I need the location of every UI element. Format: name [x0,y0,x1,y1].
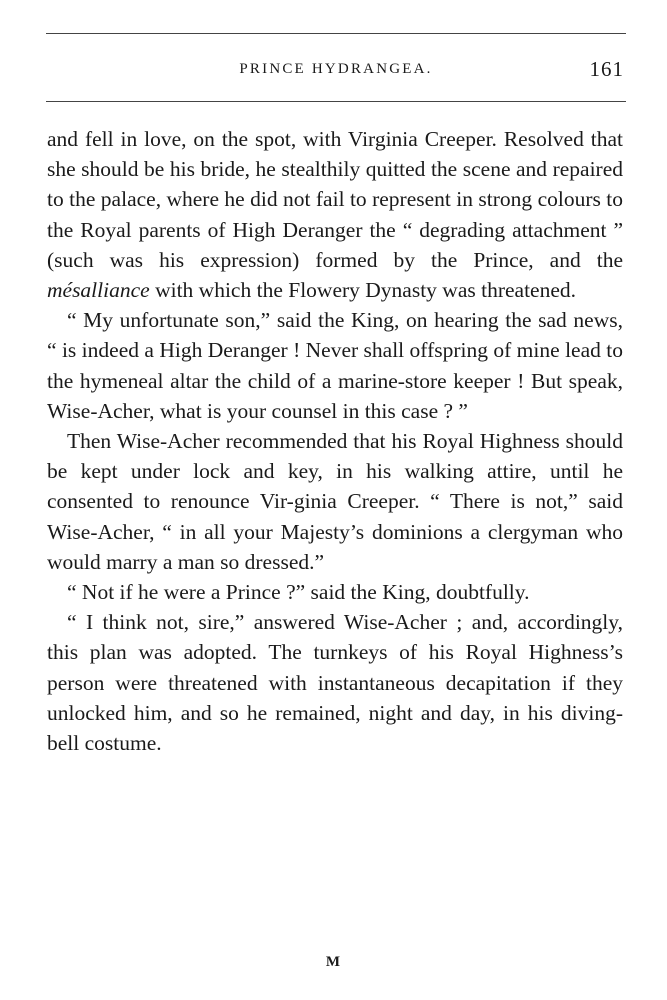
header-bottom-rule [46,101,626,102]
paragraph-4: “ Not if he were a Prince ?” said the King, doubtfully. [67,580,530,605]
body-text [47,124,623,758]
paragraph-2: “ My unfortunate son,” said the King, on hearing the sad news, “ is indeed a High Deranger ! Never shall offspring of mine lead to the hymeneal altar the child of a marine-store keeper ! But speak, Wise-Acher, what is your counsel in this case ? ” [47,308,623,423]
page-header [46,54,626,84]
paragraph-1-after: with which the Flowery Dynasty was threatened. [149,278,577,303]
paragraph-1-before: and fell in love, on the spot, with Virginia Creeper. Resolved that she should be his bride, he stealthily quitted the scene and repaired to the palace, where he did not fail to represent in strong colours to the Royal parents of High Deranger the “ degrading attachment ” (such was his expression) formed by the Prince, and the [47,127,623,272]
running-head: PRINCE HYDRANGEA. [239,61,433,77]
page-number: 161 [589,57,624,81]
header-top-rule [46,33,626,34]
paragraph-5: “ I think not, sire,” answered Wise-Acher ; and, accordingly, this plan was adopted. The turnkeys of his Royal Highness’s person were threatened with instantaneous decapitation if they unlocked him, and so he remained, night and day, in his diving-bell costume. [47,610,623,756]
signature-mark: M [325,954,342,970]
paragraph-3: Then Wise-Acher recommended that his Royal Highness should be kept under lock and key, in his walking attire, until he consented to renounce Vir-ginia Creeper. “ There is not,” said Wise-Acher, “ in all your Majesty’s dominions a clergyman who would marry a man so dressed.” [47,429,623,574]
paragraph-1 [47,124,623,305]
paragraph-1-italic: mésalliance [47,278,150,303]
